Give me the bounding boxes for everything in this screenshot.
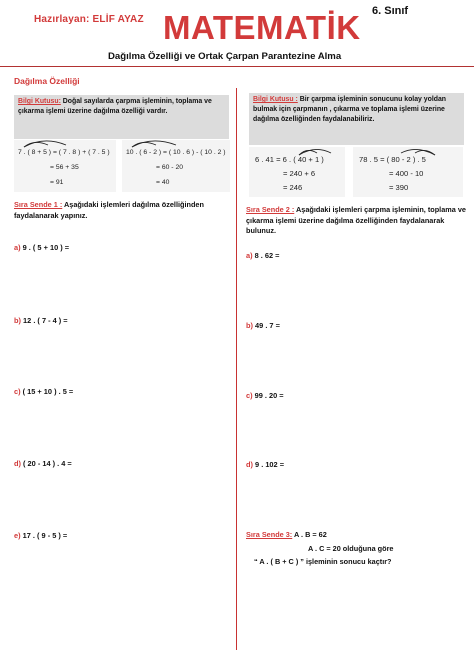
example-line: = 240 + 6 <box>283 169 316 178</box>
question-label: b) <box>14 316 21 325</box>
question-label: d) <box>14 459 21 468</box>
question-expression: 9 . 102 = <box>255 460 285 469</box>
info-label: Bilgi Kutusu : <box>253 96 298 103</box>
info-label: Bilgi Kutusu: <box>18 98 61 105</box>
task3-line: “ A . ( B + C ) ” işleminin sonucu kaçtır? <box>254 557 392 566</box>
question-expression: 17 . ( 9 - 5 ) = <box>22 531 68 540</box>
example-line: = 246 <box>283 183 303 192</box>
question-item <box>246 391 284 400</box>
question-expression: 12 . ( 7 - 4 ) = <box>23 316 68 325</box>
example-line: 6 . 41 = 6 . ( 40 + 1 ) <box>255 155 324 164</box>
question-item <box>14 316 68 325</box>
question-label: d) <box>246 460 253 469</box>
question-expression: 9 . ( 5 + 10 ) = <box>22 243 70 252</box>
distribution-arrows-icon <box>126 139 196 148</box>
author-label: Hazırlayan: ELİF AYAZ <box>34 14 144 25</box>
distribution-arrows-icon <box>18 139 88 148</box>
info-box-left <box>14 95 229 139</box>
header-divider <box>0 66 474 67</box>
column-divider <box>236 88 237 650</box>
info-text: Doğal sayılarda çarpma işleminin, toplama ve çıkarma işlemi üzerine dağılma özelliği vardır. <box>18 98 212 116</box>
info-text: Bir çarpma işleminin sonucunu kolay yoldan bulmak için çarpmanın , çıkarma ve toplama işlemi üzerine dağılma özelliğinden faydalanabiliriz. <box>253 96 446 124</box>
question-label: c) <box>246 391 253 400</box>
grade-label: 6. Sınıf <box>372 5 409 17</box>
section-title: Dağılma Özelliği <box>14 76 80 86</box>
question-label: e) <box>14 531 21 540</box>
example-line: 10 . ( 6 - 2 ) = ( 10 . 6 ) - ( 10 . 2 ) <box>126 149 226 156</box>
example-line: 7 . ( 8 + 5 ) = ( 7 . 8 ) + ( 7 . 5 ) <box>18 149 110 156</box>
question-item <box>14 243 69 252</box>
task3-line: A . C = 20 olduğuna göre <box>308 544 394 553</box>
question-item <box>246 460 284 469</box>
question-expression: 49 . 7 = <box>255 321 280 330</box>
example-line: = 91 <box>50 179 64 186</box>
example-line: = 60 - 20 <box>156 164 184 171</box>
question-expression: ( 15 + 10 ) . 5 = <box>22 387 74 396</box>
question-expression: 8 . 62 = <box>254 251 280 260</box>
task-text: Aşağıdaki işlemleri dağılma özelliğinden faydalanarak yapınız. <box>14 200 204 220</box>
question-label: b) <box>246 321 253 330</box>
task-label: Sıra Sende 1 : <box>14 200 63 209</box>
question-item <box>246 321 280 330</box>
question-expression: ( 20 - 14 ) . 4 = <box>23 459 72 468</box>
question-item <box>14 387 73 396</box>
question-item <box>14 531 67 540</box>
page-title: MATEMATİK <box>163 9 361 46</box>
task-instructions <box>246 205 468 237</box>
task3-block <box>246 530 468 541</box>
task-label: Sıra Sende 3: <box>246 530 293 539</box>
question-item <box>14 459 72 468</box>
example-line: = 40 <box>156 179 170 186</box>
example-box <box>122 140 230 192</box>
info-box-right <box>249 93 464 145</box>
example-box <box>353 147 463 197</box>
question-expression: 99 . 20 = <box>254 391 284 400</box>
example-line: = 400 - 10 <box>389 169 424 178</box>
question-label: a) <box>14 243 21 252</box>
page-subtitle: Dağılma Özelliği ve Ortak Çarpan Parantezine Alma <box>108 51 342 62</box>
question-item <box>246 251 280 260</box>
example-line: 78 . 5 = ( 80 - 2 ) . 5 <box>359 155 426 164</box>
task-text: Aşağıdaki işlemleri çarpma işleminin, toplama ve çıkarma işlemi üzerine dağılma özelliğinden faydalanarak bulunuz. <box>246 205 466 235</box>
example-line: = 390 <box>389 183 409 192</box>
example-box <box>14 140 116 192</box>
example-box <box>249 147 345 197</box>
task-instructions <box>14 200 229 221</box>
task3-line: A . B = 62 <box>294 530 327 539</box>
question-label: c) <box>14 387 21 396</box>
question-label: a) <box>246 251 253 260</box>
task-label: Sıra Sende 2 : <box>246 205 295 214</box>
example-line: = 56 + 35 <box>50 164 79 171</box>
